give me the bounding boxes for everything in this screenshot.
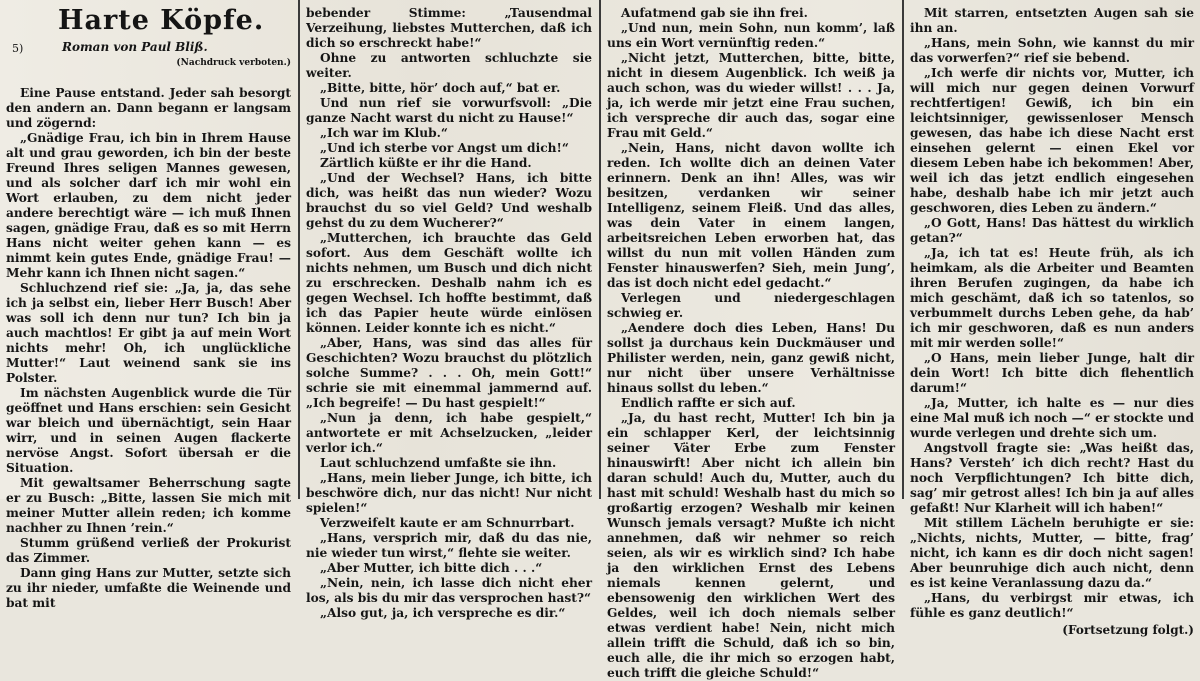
paragraph: „Ich war im Klub.“ (320, 126, 448, 140)
paragraph: „Gnädige Frau, ich bin in Ihrem Hause alt und grau geworden, ich bin der beste Freund Ihres seligen Mannes gewesen, und als solcher darf ich mir wohl ein Wort erlauben, zu dem nicht jeder andere berechtigt wäre — ich muß Ihnen sagen, gnädige Frau, daß es so mit Herrn Hans nicht weiter gehen kann — es nimmt kein gutes Ende, gnädige Frau! — Mehr kann ich Ihnen nicht sagen.“ (6, 131, 291, 280)
paragraph: bebender Stimme: „Tausendmal Verzeihung, liebstes Mutterchen, daß ich dich so erschreckt habe!“ (306, 6, 592, 50)
paragraph: Dann ging Hans zur Mutter, setzte sich zu ihr nieder, umfaßte die Weinende und bat mit (6, 566, 291, 610)
paragraph: „Aendere doch dies Leben, Hans! Du sollst ja durchaus kein Duckmäuser und Philister werden, nein, ganz gewiß nicht, nur nicht über unsere Verhältnisse hinaus sollst du leben.“ (607, 321, 895, 395)
column-1 (0, 0, 297, 610)
paragraph: „Ja, du hast recht, Mutter! Ich bin ja ein schlapper Kerl, der leichtsinnig seiner Väter Erbe zum Fenster hinauswirft! Aber nicht ich allein bin daran schuld! Auch du, Mutter, auch du hast mit schuld! Weshalb hast du mich so großartig erzogen? Weshalb mir keinen Wunsch jemals versagt? Mußte ich nicht annehmen, daß wir nehmer so reich seien, als wir es wirklich sind? Ich habe ja den wirklichen Ernst des Lebens niemals kennen gelernt, und ebensowenig den wirklichen Wert des Geldes, weil ich doch niemals selber etwas verdient habe! Nein, nicht mich allein trifft die Schuld, daß ich so bin, euch alle, die ihr mich so erzogen habt, euch trifft die gleiche Schuld!“ (607, 411, 895, 680)
paragraph: Verzweifelt kaute er am Schnurrbart. (320, 516, 575, 530)
column-4 (904, 0, 1200, 637)
paragraph: Im nächsten Augenblick wurde die Tür geöffnet und Hans erschien: sein Gesicht war bleich und übernächtigt, sein Haar wirr, und in seinen Augen flackerte nervöse Angst. Sofort übersah er die Situation. (6, 386, 291, 475)
paragraph: „Mutterchen, ich brauchte das Geld sofort. Aus dem Geschäft wollte ich nichts nehmen, um Busch und dich nicht zu erschrecken. Deshalb nahm ich es gegen Wechsel. Ich hoffte bestimmt, daß ich das Papier heute würde einlösen können. Leider konnte ich es nicht.“ (306, 231, 592, 335)
article-title: Harte Köpfe. (58, 5, 265, 36)
paragraph: „Aber, Hans, was sind das alles für Geschichten? Wozu brauchst du plötzlich solche Summe? . . . Oh, mein Gott!“ schrie sie mit einemmal jammernd auf. „Ich begreife! — Du hast gespielt!“ (306, 336, 592, 410)
rights-note: (Nachdruck verboten.) (176, 58, 291, 68)
paragraph: „Bitte, bitte, hör’ doch auf,“ bat er. (320, 81, 561, 95)
paragraph: Endlich raffte er sich auf. (621, 396, 796, 410)
paragraph: Stumm grüßend verließ der Prokurist das Zimmer. (6, 536, 291, 565)
paragraph: „Und nun, mein Sohn, nun komm’, laß uns ein Wort vernünftig reden.“ (607, 21, 895, 50)
paragraph: Laut schluchzend umfaßte sie ihn. (320, 456, 557, 470)
continuation-note: (Fortsetzung folgt.) (1062, 623, 1194, 637)
paragraph: „Und ich sterbe vor Angst um dich!“ (320, 141, 569, 155)
paragraph: „Nicht jetzt, Mutterchen, bitte, bitte, nicht in diesem Augenblick. Ich weiß ja auch schon, was du wieder willst! . . . Ja, ja, ich werde mir jetzt eine Frau suchen, ich verspreche dir auch das, sogar eine Frau mit Geld.“ (607, 51, 895, 140)
paragraph: „Nein, nein, ich lasse dich nicht eher los, als bis du mir das versprochen hast?“ (306, 576, 592, 605)
paragraph: Mit starren, entsetzten Augen sah sie ihn an. (910, 6, 1194, 35)
paragraph: „Hans, mein lieber Junge, ich bitte, ich beschwöre dich, nur das nicht! Nur nicht spielen!“ (306, 471, 592, 515)
paragraph: Und nun rief sie vorwurfsvoll: „Die ganze Nacht warst du nicht zu Hause!“ (306, 96, 592, 125)
paragraph: „Aber Mutter, ich bitte dich . . .“ (320, 561, 543, 575)
paragraph: Angstvoll fragte sie: „Was heißt das, Hans? Versteh’ ich dich recht? Hast du noch Verpflichtungen? Ich bitte dich, sag’ mir getrost alles! Ich bin ja auf alles gefaßt! Nur Klarheit will ich haben!“ (910, 441, 1194, 515)
paragraph: „O Gott, Hans! Das hättest du wirklich getan?“ (910, 216, 1194, 245)
paragraph: Eine Pause entstand. Jeder sah besorgt den andern an. Dann begann er langsam und zögernd: (6, 86, 291, 130)
paragraph: Zärtlich küßte er ihr die Hand. (320, 156, 532, 170)
paragraph: „Hans, mein Sohn, wie kannst du mir das vorwerfen?“ rief sie bebend. (910, 36, 1194, 65)
column-2-text (306, 6, 592, 621)
paragraph: Verlegen und niedergeschlagen schwieg er. (607, 291, 895, 320)
installment-number: 5) (12, 42, 24, 55)
column-2 (300, 0, 598, 620)
paragraph: „Und der Wechsel? Hans, ich bitte dich, was heißt das nun wieder? Wozu brauchst du so viel Geld? Und weshalb gehst du zu dem Wucherer?“ (306, 171, 592, 230)
paragraph: Aufatmend gab sie ihn frei. (621, 6, 808, 20)
paragraph: „O Hans, mein lieber Junge, halt dir dein Wort! Ich bitte dich flehentlich darum!“ (910, 351, 1194, 395)
column-4-text (910, 6, 1194, 637)
paragraph: „Hans, versprich mir, daß du das nie, nie wieder tun wirst,“ flehte sie weiter. (306, 531, 592, 560)
paragraph: Mit gewaltsamer Beherrschung sagte er zu Busch: „Bitte, lassen Sie mich mit meiner Mutter allein reden; ich komme nachher zu Ihnen ’rein.“ (6, 476, 291, 535)
paragraph: „Ich werfe dir nichts vor, Mutter, ich will mich nur gegen deinen Vorwurf rechtfertigen! Gewiß, ich bin ein leichtsinniger, gewissenloser Mensch gewesen, das habe ich diese Nacht erst einsehen gelernt — einen Ekel vor diesem Leben habe ich bekommen! Aber, weil ich das jetzt endlich eingesehen habe, deshalb habe ich mir jetzt auch geschworen, dies Leben zu ändern.“ (910, 66, 1194, 215)
paragraph: Mit stillem Lächeln beruhigte er sie: „Nichts, nichts, Mutter, — bitte, frag’ nicht, ich kann es dir doch nicht sagen! Aber beunruhige dich auch nicht, denn es ist keine Veranlassung dazu da.“ (910, 516, 1194, 590)
paragraph: „Nun ja denn, ich habe gespielt,“ antwortete er mit Achselzucken, „leider verlor ich.“ (306, 411, 592, 455)
paragraph: Ohne zu antworten schluchzte sie weiter. (306, 51, 592, 80)
column-1-text (6, 86, 291, 611)
paragraph: „Ja, Mutter, ich halte es — nur dies eine Mal muß ich noch —“ er stockte und wurde verlegen und drehte sich um. (910, 396, 1194, 440)
paragraph: „Ja, ich tat es! Heute früh, als ich heimkam, als die Arbeiter und Beamten ihren Berufen zugingen, da habe ich mich geschämt, daß ich so tatenlos, so verbummelt durchs Leben gehe, da hab’ ich mir geschworen, daß es nun anders mit mir werden solle!“ (910, 246, 1194, 350)
paragraph: „Hans, du verbirgst mir etwas, ich fühle es ganz deutlich!“ (910, 591, 1194, 620)
byline (6, 38, 291, 58)
column-3 (601, 0, 901, 680)
paragraph: „Also gut, ja, ich verspreche es dir.“ (320, 606, 566, 620)
paragraph: „Nein, Hans, nicht davon wollte ich reden. Ich wollte dich an deinen Vater erinnern. Denk an ihn! Alles, was wir besitzen, verdanken wir seiner Intelligenz, seinem Fleiß. Und das alles, was dein Vater in einem langen, arbeitsreichen Leben erworben hat, das willst du nun mit vollen Händen zum Fenster hinauswerfen? Sieh, mein Jung’, das ist doch nicht edel gedacht.“ (607, 141, 895, 290)
article-subtitle: Roman von Paul Bliß. (62, 40, 208, 54)
paragraph: Schluchzend rief sie: „Ja, ja, das sehe ich ja selbst ein, lieber Herr Busch! Aber was soll ich denn nur tun? Ich bin ja auch machtlos! Er gibt ja auf mein Wort nichts mehr! Oh, ich unglückliche Mutter!“ Laut weinend sank sie ins Polster. (6, 281, 291, 385)
column-3-text (607, 6, 895, 681)
